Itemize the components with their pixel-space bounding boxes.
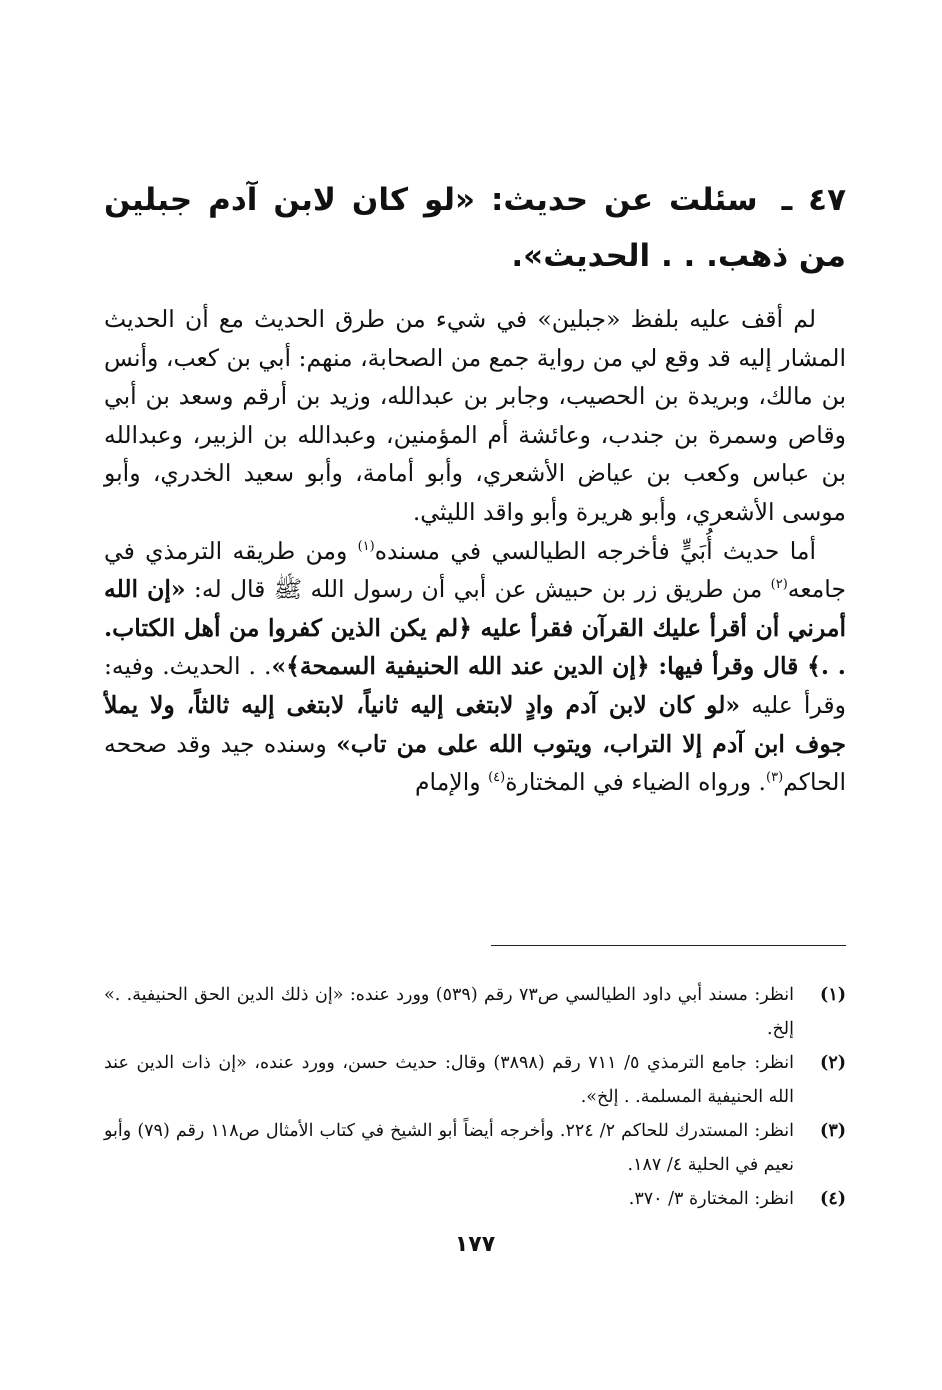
question-number: ٤٧ ـ [781,182,847,218]
footnotes [104,978,846,1216]
footnote-number: (٣) [820,1121,846,1141]
footnote-text: انظر: المستدرك للحاكم ٢/ ٢٢٤. وأخرجه أيضاً أبو الشيخ في كتاب الأمثال ص١١٨ رقم (٧٩) وأبو نعيم في الحلية ٤/ ١٨٧. [104,1121,794,1175]
footnote [104,1114,846,1182]
paragraph-text: أما حديث أُبَيٍّ فأخرجه الطيالسي في مسنده [374,536,816,565]
paragraph [104,532,846,802]
main-text [104,300,846,802]
footnote-separator [491,945,846,946]
question-title: سئلت عن حديث: «لو كان لابن آدم جبلين من ذهب. . . الحديث». [104,182,846,274]
page-number: ١٧٧ [454,1232,496,1257]
question-heading [104,172,846,284]
footnote [104,1046,846,1114]
paragraph-text: من طريق زر بن حبيش عن أبي أن رسول الله ﷺ قال له: [185,575,771,604]
footnote-text: انظر: مسند أبي داود الطيالسي ص٧٣ رقم (٥٣٩) وورد عنده: «إن ذلك الدين الحق الحنيفية. .» إلخ. [104,985,794,1039]
paragraph-text: وسنده جيد وقد صححه الحاكم [104,729,846,797]
footnote [104,1182,846,1216]
footnote-reference: (٣) [766,770,784,786]
footnote-reference: (٤) [488,770,506,786]
footnote-text: انظر: المختارة ٣/ ٣٧٠. [628,1189,794,1209]
footnote-number: (٤) [820,1189,846,1209]
book-page [104,0,846,1390]
paragraph-text: . ورواه الضياء في المختارة [505,768,766,797]
footnote-reference: (٢) [770,577,788,593]
hadith-quote: «إن الله أمرني أن أقرأ عليك القرآن فقرأ عليه ﴿لم يكن الذين كفروا من أهل الكتاب. . .﴾ قال وقرأ فيها: ﴿إن الدين عند الله الحنيفية السمحة﴾» [104,575,846,681]
paragraph-text: . . الحديث. وفيه: وقرأ عليه [104,652,846,719]
hadith-quote: «لو كان لابن آدم وادٍ لابتغى إليه ثانياً، لابتغى إليه ثالثاً، ولا يملأ جوف ابن آدم إلا التراب، ويتوب الله على من تاب» [104,690,847,758]
footnote-number: (١) [820,985,846,1005]
footnote [104,978,846,1046]
footnote-number: (٢) [820,1053,846,1073]
paragraph [104,300,846,532]
footnote-text: انظر: جامع الترمذي ٥/ ٧١١ رقم (٣٨٩٨) وقال: حديث حسن، وورد عنده، «إن ذات الدين عند الله الحنيفية المسلمة. . إلخ». [104,1053,794,1107]
paragraph-text: والإمام [415,768,489,797]
paragraph-text: ومن طريقه الترمذي في جامعه [104,536,846,604]
paragraph-text: لم أقف عليه بلفظ «جبلين» في شيء من طرق الحديث مع أن الحديث المشار إليه قد وقع لي من رواية جمع من الصحابة، منهم: أبي بن كعب، وأنس بن مالك، وبريدة بن الحصيب، وجابر بن عبدالله، وزيد بن أرقم وسعد بن أبي وقاص وسمرة بن جندب، وعائشة أم المؤمنين، وعبدالله بن الزبير، وعبدالله بن عباس وكعب بن عياض الأشعري، وأبو أمامة، وأبو سعيد الخدري، وأبو موسى الأشعري، وأبو هريرة وأبو واقد الليثي. [104,305,846,526]
footnote-reference: (١) [357,538,375,554]
